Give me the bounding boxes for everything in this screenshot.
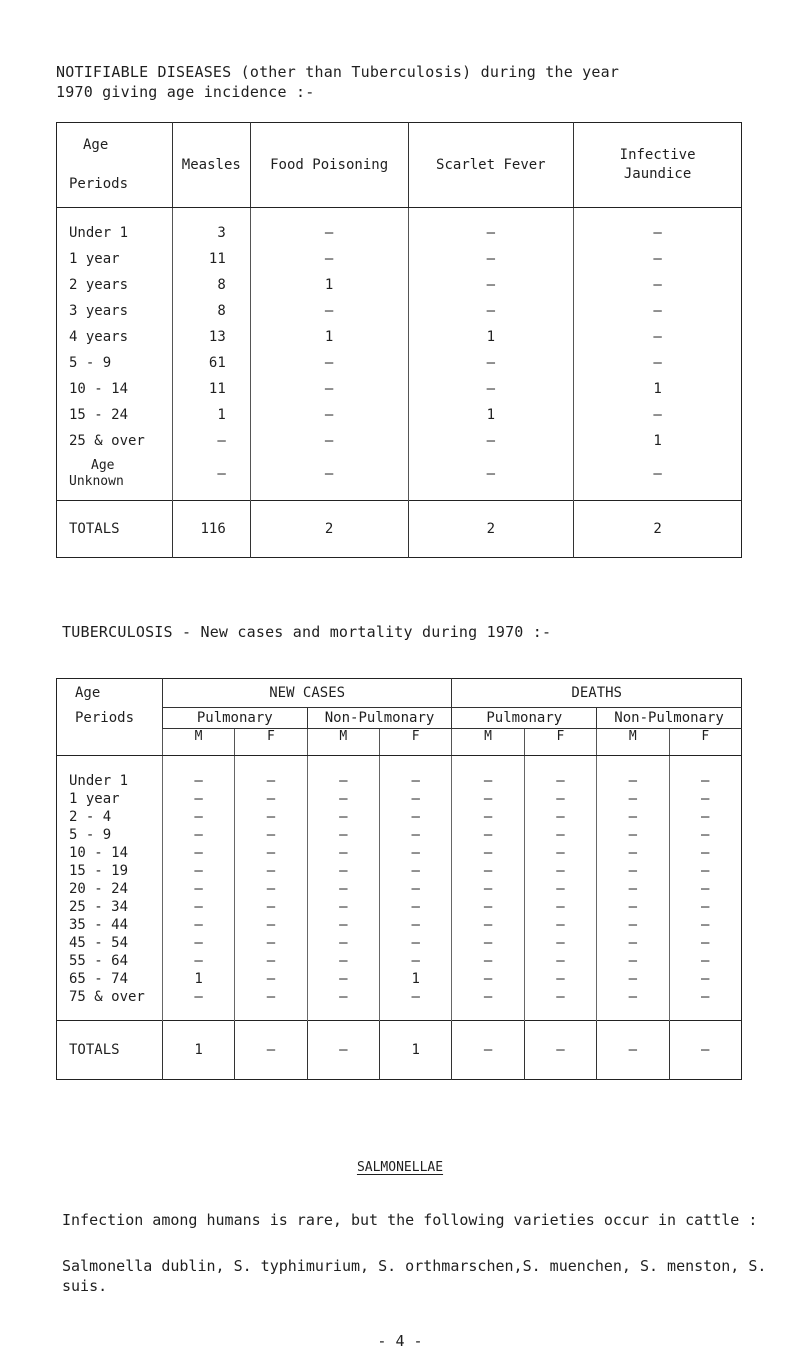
total-cell: – [235,1021,307,1080]
table-cell: – [597,756,669,791]
table-cell: – [669,916,741,934]
table-cell: – [452,934,524,952]
age-label: 55 - 64 [69,953,129,969]
table-cell: – [235,952,307,970]
table-cell: – [408,208,574,247]
table-cell: 13 [172,324,250,350]
table-cell: – [408,272,574,298]
table-row [57,934,742,952]
table-row [57,454,742,501]
salmonellae-title: SALMONELLAE [356,1160,444,1175]
totals-label: TOTALS [57,501,173,558]
table-cell: 1 [250,324,408,350]
table-header-row [57,123,742,208]
table-row [57,402,742,428]
table-cell: – [162,880,234,898]
sex-header: F [380,729,452,756]
table-cell: – [597,970,669,988]
column-header: Measles [172,123,250,208]
new-cases-header: NEW CASES [162,679,452,708]
table-row [57,952,742,970]
table-row [57,428,742,454]
table-cell: – [574,272,742,298]
age-label: 45 - 54 [69,935,129,951]
subheader: Pulmonary [162,708,307,729]
notifiable-diseases-heading [56,62,756,102]
age-label: 15 - 24 [69,407,129,423]
table-cell: – [597,808,669,826]
table-cell: – [524,880,596,898]
table-cell: 8 [172,272,250,298]
sex-header: F [524,729,596,756]
table-cell: – [669,826,741,844]
age-header-top: Age [75,685,101,702]
table-cell: – [597,862,669,880]
table-cell: 1 [408,324,574,350]
table-cell: 1 [172,402,250,428]
table-cell: – [574,324,742,350]
age-label: Under 1 [69,773,129,789]
table-row [57,898,742,916]
table-cell: – [380,934,452,952]
table-cell: – [235,934,307,952]
total-cell: 116 [172,501,250,558]
table-cell: – [307,880,379,898]
table-cell: – [307,970,379,988]
table-cell: – [574,298,742,324]
table-cell: 1 [574,376,742,402]
table-cell: – [235,880,307,898]
table-cell: – [408,298,574,324]
age-label: 35 - 44 [69,917,129,933]
notifiable-diseases-table [56,122,742,558]
table-cell: – [250,246,408,272]
table-cell: – [162,756,234,791]
tuberculosis-heading: TUBERCULOSIS - New cases and mortality during 1970 :- [62,623,552,641]
table-cell: – [380,916,452,934]
table-cell: – [235,970,307,988]
table-cell: 1 [574,428,742,454]
age-header-bottom: Periods [75,710,135,726]
table-cell: – [574,350,742,376]
table-cell: – [669,790,741,808]
table-cell: 3 [172,208,250,247]
total-cell: – [524,1021,596,1080]
table-cell: – [597,826,669,844]
table-cell: – [162,916,234,934]
table-cell: – [574,402,742,428]
table-cell: – [452,988,524,1021]
table-cell: – [162,808,234,826]
age-header-top: Age [83,137,109,153]
table-cell: – [235,898,307,916]
age-label: 25 & over [69,433,145,449]
table-cell: 1 [380,970,452,988]
totals-row [57,501,742,558]
column-header: Scarlet Fever [408,123,574,208]
table-row [57,208,742,247]
table-cell: – [669,970,741,988]
age-label-bottom: Unknown [69,474,124,489]
age-label: Under 1 [69,225,129,241]
table-cell: – [408,376,574,402]
age-label: 4 years [69,329,129,345]
salmonellae-paragraph-1: Infection among humans is rare, but the following varieties occur in cattle : [62,1211,758,1229]
total-cell: – [669,1021,741,1080]
age-label: 25 - 34 [69,899,129,915]
total-cell: 1 [380,1021,452,1080]
table-cell: – [524,988,596,1021]
table-cell: – [597,934,669,952]
total-cell: – [597,1021,669,1080]
age-label: 5 - 9 [69,827,112,843]
table-cell: – [669,898,741,916]
table-cell: – [307,756,379,791]
table-cell: – [574,246,742,272]
sex-header: M [162,729,234,756]
table-cell: – [235,844,307,862]
table-cell: – [235,826,307,844]
age-label: 10 - 14 [69,381,129,397]
table-cell: – [380,952,452,970]
table-cell: – [524,970,596,988]
table-cell: 8 [172,298,250,324]
table-row [57,862,742,880]
table-cell: – [250,428,408,454]
table-cell: – [235,756,307,791]
table-cell: – [408,246,574,272]
table-cell: – [408,350,574,376]
sex-header: M [307,729,379,756]
age-label: 2 years [69,277,129,293]
table-cell: – [235,988,307,1021]
table-cell: – [574,208,742,247]
table-cell: – [452,808,524,826]
table-cell: – [452,862,524,880]
age-label: 20 - 24 [69,881,129,897]
table-cell: – [380,898,452,916]
table-cell: – [307,862,379,880]
subheader: Pulmonary [452,708,597,729]
total-cell: 2 [250,501,408,558]
table-cell: – [307,934,379,952]
age-header-blank [57,729,163,756]
table-cell: – [524,898,596,916]
table-row [57,272,742,298]
table-cell: – [669,844,741,862]
table-cell: – [380,880,452,898]
table-cell: 11 [172,376,250,402]
table-cell: – [250,376,408,402]
table-cell: – [307,952,379,970]
table-cell: – [380,844,452,862]
age-periods-header [57,123,173,208]
table-cell: – [452,970,524,988]
table-cell: – [669,952,741,970]
table-cell: – [172,428,250,454]
table-cell: – [524,952,596,970]
table-row [57,826,742,844]
table-cell: – [524,844,596,862]
table-cell: – [452,844,524,862]
table-cell: – [669,862,741,880]
table-cell: – [235,790,307,808]
page-number: - 4 - [377,1332,423,1350]
subheader: Non-Pulmonary [597,708,742,729]
table-cell: – [524,934,596,952]
table-cell: – [162,790,234,808]
table-cell: – [307,844,379,862]
table-cell: – [452,898,524,916]
table-cell: – [307,916,379,934]
table-row [57,880,742,898]
table-cell: – [380,862,452,880]
column-header: Infective Jaundice [574,123,742,208]
table-cell: – [380,826,452,844]
salmonellae-paragraph-2: Salmonella dublin, S. typhimurium, S. orthmarschen,S. muenchen, S. menston, S. suis. [62,1257,767,1295]
table-cell: – [597,790,669,808]
table-cell: – [452,826,524,844]
table-cell: – [452,952,524,970]
table-cell: 61 [172,350,250,376]
table-cell: – [524,826,596,844]
table-cell: 1 [250,272,408,298]
table-row [57,916,742,934]
table-cell: 1 [162,970,234,988]
age-header-bottom: Periods [69,176,129,192]
table-cell: – [380,790,452,808]
table-cell: – [250,208,408,247]
age-label: 3 years [69,303,129,319]
table-cell: – [524,916,596,934]
table-cell: – [380,756,452,791]
table-cell: – [235,862,307,880]
table-cell: – [250,454,408,501]
table-row [57,376,742,402]
table-cell: – [597,988,669,1021]
total-cell: 1 [162,1021,234,1080]
total-cell: 2 [574,501,742,558]
table-row [57,298,742,324]
table-cell: – [408,428,574,454]
age-label: 1 year [69,791,120,807]
table-cell: – [307,826,379,844]
table-cell: – [162,988,234,1021]
table-cell: – [597,880,669,898]
age-label: 1 year [69,251,120,267]
age-label: 5 - 9 [69,355,112,371]
sex-header: F [235,729,307,756]
table-cell: – [574,454,742,501]
age-label: 10 - 14 [69,845,129,861]
table-cell: – [380,988,452,1021]
table-cell: – [235,916,307,934]
table-cell: – [452,880,524,898]
table-cell: – [172,454,250,501]
table-cell: – [162,952,234,970]
age-label: 75 & over [69,989,145,1005]
table-cell: – [250,402,408,428]
sex-header: M [597,729,669,756]
age-label: 2 - 4 [69,809,112,825]
table-cell: – [162,826,234,844]
age-label-top: Age [91,458,115,473]
age-label [57,454,173,501]
table-row [57,324,742,350]
tuberculosis-table [56,678,742,1080]
table-cell: – [380,808,452,826]
table-cell: – [452,790,524,808]
sex-header: F [669,729,741,756]
table-cell: – [669,988,741,1021]
table-cell: – [452,756,524,791]
table-row [57,756,742,791]
table-cell: – [597,844,669,862]
total-cell: – [307,1021,379,1080]
table-cell: – [669,808,741,826]
table-cell: – [597,952,669,970]
table-cell: – [235,808,307,826]
age-label: 15 - 19 [69,863,129,879]
table-cell: – [250,350,408,376]
table-cell: 11 [172,246,250,272]
table-row [57,808,742,826]
column-header: Food Poisoning [250,123,408,208]
table-cell: – [162,898,234,916]
table-cell: – [524,808,596,826]
table-cell: – [597,916,669,934]
sex-header: M [452,729,524,756]
table-row [57,350,742,376]
table-cell: – [250,298,408,324]
table-cell: – [524,862,596,880]
table-cell: – [524,756,596,791]
table-cell: – [162,934,234,952]
table-cell: – [307,808,379,826]
table-cell: – [162,844,234,862]
table-cell: – [408,454,574,501]
table-cell: – [307,988,379,1021]
table-row [57,790,742,808]
table-cell: – [524,790,596,808]
table-cell: – [597,898,669,916]
table-row [57,246,742,272]
total-cell: – [452,1021,524,1080]
table-cell: – [307,898,379,916]
deaths-header: DEATHS [452,679,742,708]
table-row [57,970,742,988]
totals-row [57,1021,742,1080]
table-row [57,844,742,862]
heading-line-1: NOTIFIABLE DISEASES (other than Tuberculosis) during the year [56,63,620,81]
totals-label: TOTALS [57,1021,163,1080]
total-cell: 2 [408,501,574,558]
table-cell: – [669,934,741,952]
table-row [57,988,742,1021]
table-cell: – [452,916,524,934]
table-cell: 1 [408,402,574,428]
table-cell: – [307,790,379,808]
age-label: 65 - 74 [69,971,129,987]
heading-line-2: 1970 giving age incidence :- [56,83,315,101]
subheader: Non-Pulmonary [307,708,452,729]
table-cell: – [669,756,741,791]
table-cell: – [162,862,234,880]
table-cell: – [669,880,741,898]
